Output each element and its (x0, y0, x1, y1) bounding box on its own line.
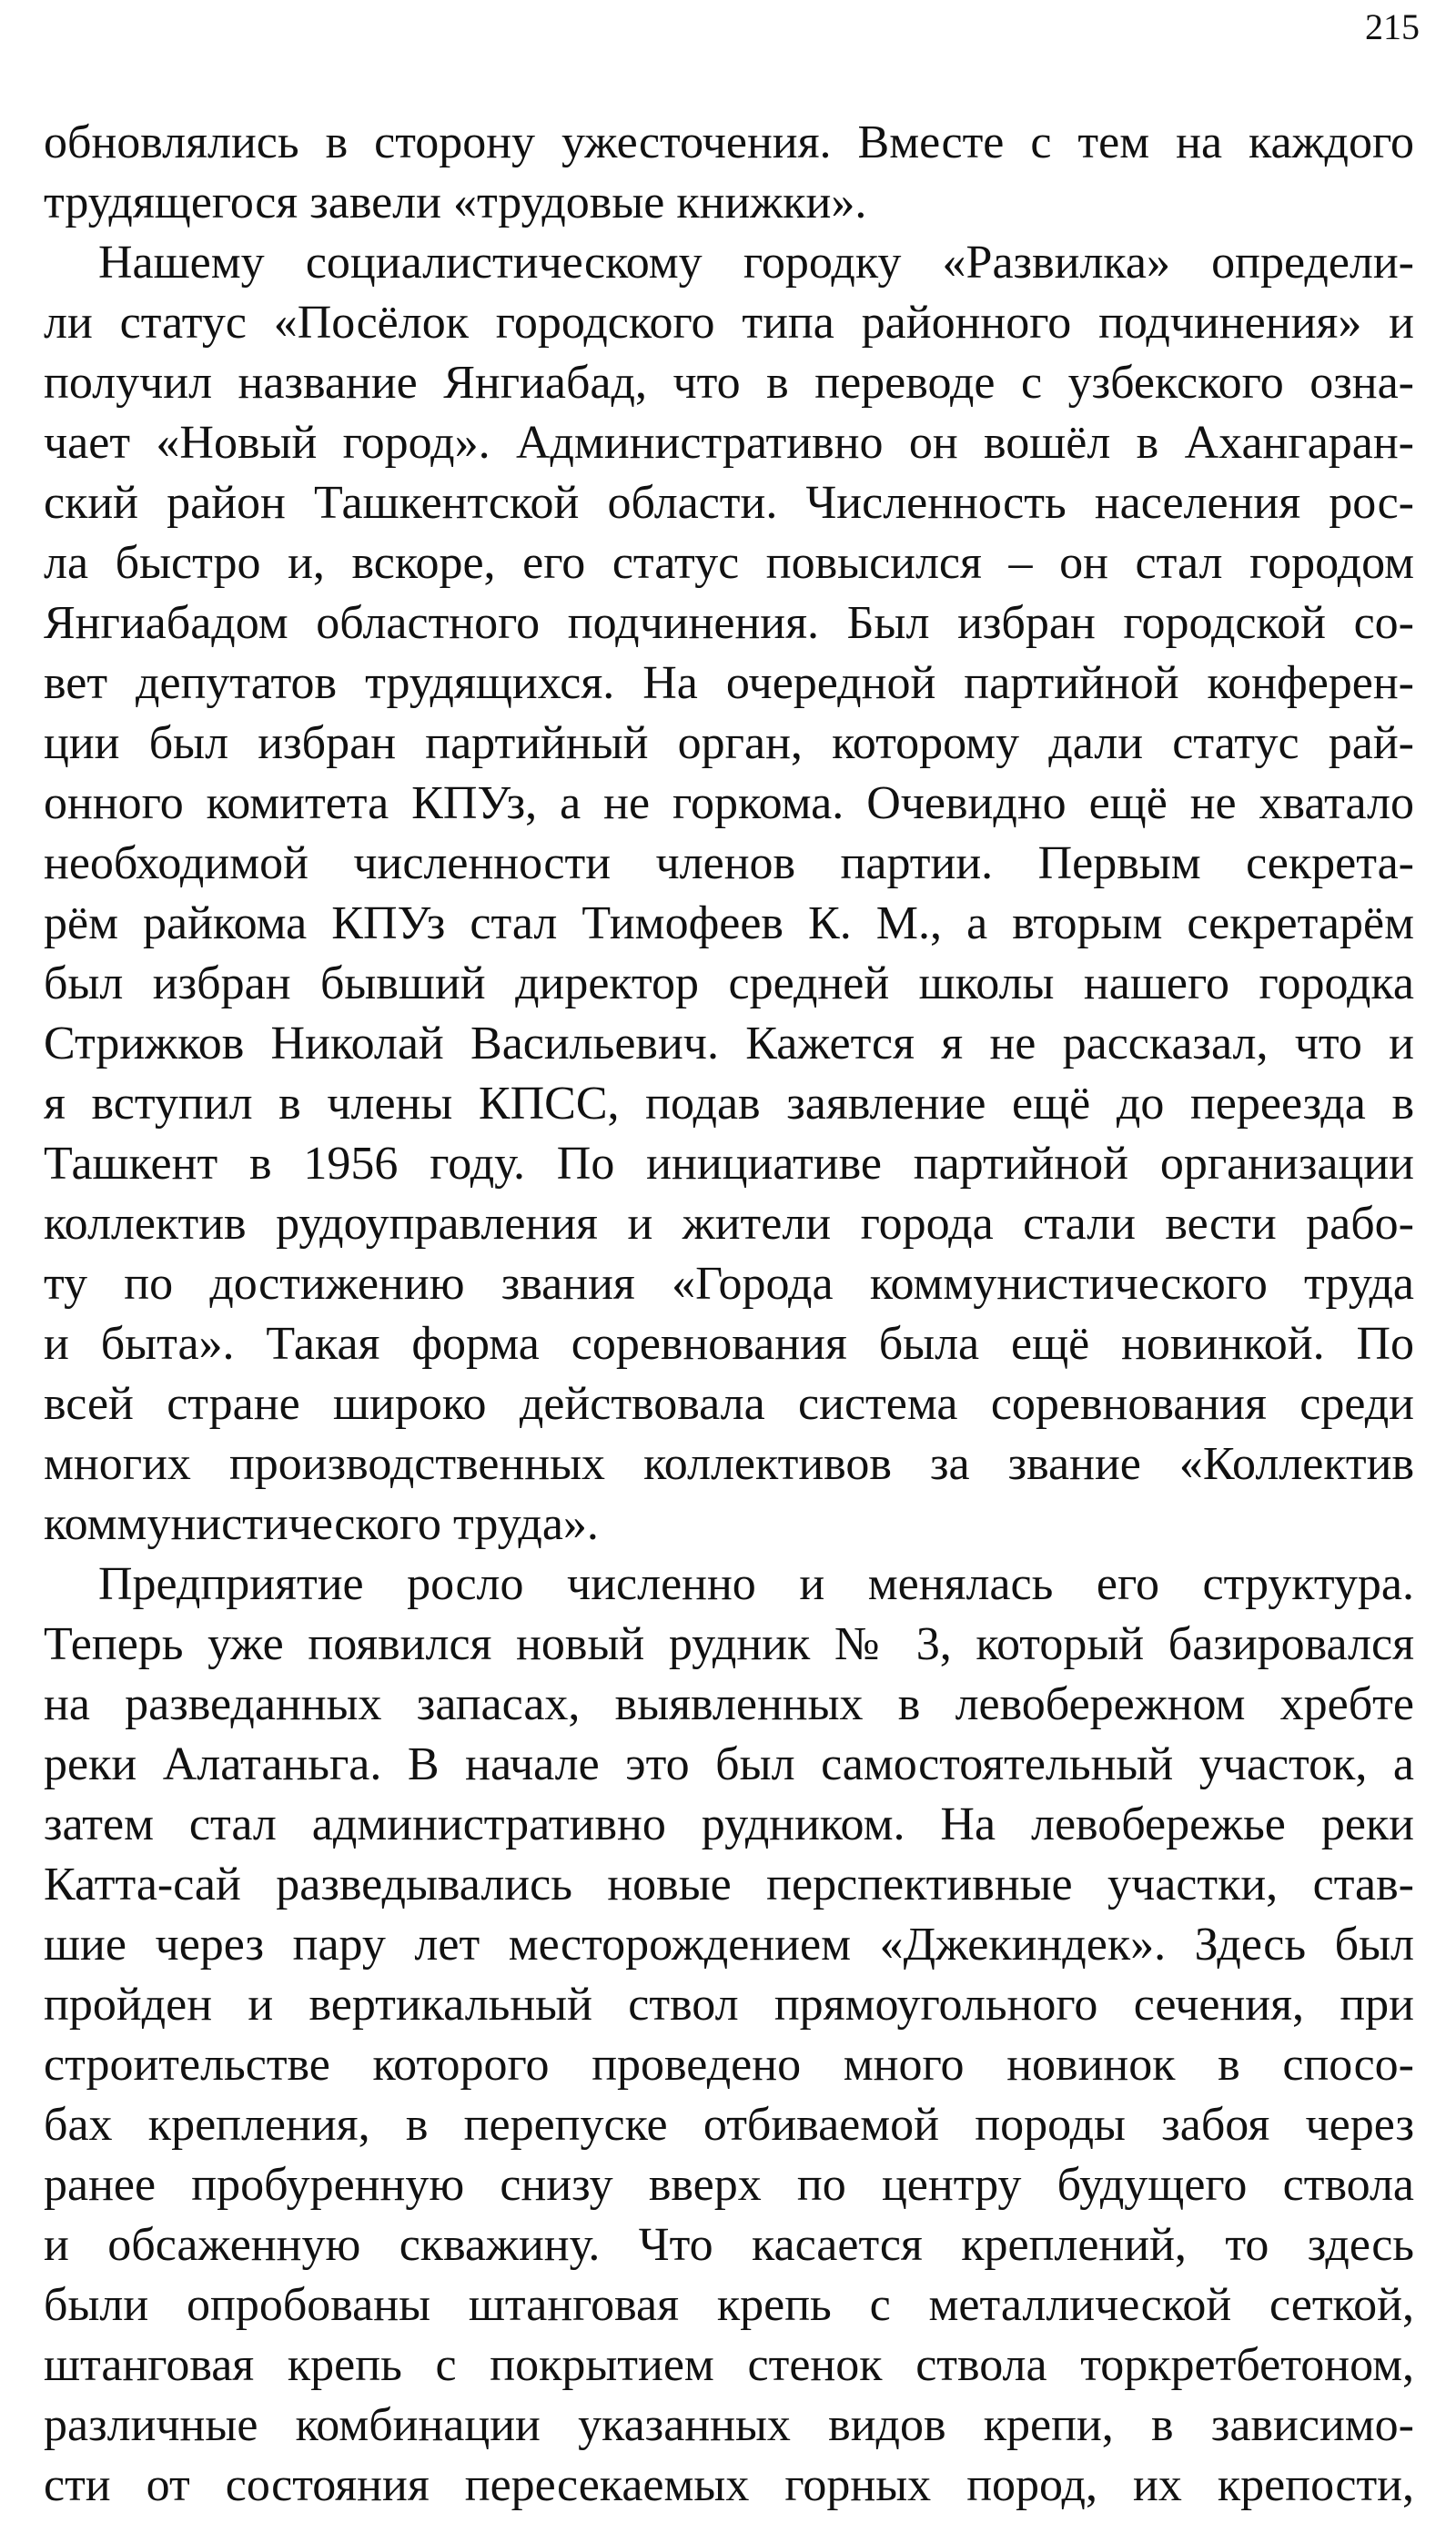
paragraph-1 (44, 113, 1414, 233)
text-line: Ташкент в 1956 году. По инициативе партийной организации (44, 1138, 1414, 1190)
text-line: реки Алатаньга. В начале это был самостоятельный участок, а (44, 1738, 1414, 1790)
text-line: Катта-сай разведывались новые перспективные участки, став- (44, 1859, 1414, 1910)
text-line: шие через пару лет месторождением «Джекиндек». Здесь был (44, 1919, 1414, 1971)
text-line: ский район Ташкентской области. Численность населения рос- (44, 477, 1414, 529)
text-line: обновлялись в сторону ужесточения. Вместе с тем на каждого (44, 117, 1414, 168)
text-line: бах крепления, в перепуске отбиваемой породы забоя через (44, 2099, 1414, 2151)
text-line: коллектив рудоуправления и жители города стали вести рабо- (44, 1198, 1414, 1250)
text-line: на разведанных запасах, выявленных в левобережном хребте (44, 1678, 1414, 1730)
text-line: ции был избран партийный орган, которому дали статус рай- (44, 717, 1414, 769)
paragraph-2 (44, 233, 1414, 1555)
text-line: необходимой численности членов партии. Первым секрета- (44, 837, 1414, 889)
text-line: Теперь уже появился новый рудник № 3, который базировался (44, 1618, 1414, 1670)
text-line: ли статус «Посёлок городского типа районного подчинения» и (44, 297, 1414, 349)
text-line: многих производственных коллективов за звание «Коллектив (44, 1438, 1414, 1490)
text-line: ранее пробуренную снизу вверх по центру будущего ствола (44, 2159, 1414, 2211)
text-line: был избран бывший директор средней школы нашего городка (44, 958, 1414, 1009)
text-line: были опробованы штанговая крепь с металлической сеткой, (44, 2279, 1414, 2331)
text-line: трудящегося завели «трудовые книжки». (44, 177, 867, 228)
text-line: Янгиабадом областного подчинения. Был избран городской со- (44, 597, 1414, 649)
text-line: затем стал административно рудником. На левобережье реки (44, 1799, 1414, 1850)
text-line: Стрижков Николай Васильевич. Кажется я не рассказал, что и (44, 1018, 1414, 1069)
text-line: Предприятие росло численно и менялась его структура. (98, 1558, 1414, 1610)
page-number: 215 (1365, 6, 1420, 47)
text-line: получил название Янгиабад, что в переводе с узбекского озна- (44, 357, 1414, 409)
text-line: пройден и вертикальный ствол прямоугольного сечения, при (44, 1979, 1414, 2031)
text-line: ту по достижению звания «Города коммунистического труда (44, 1258, 1414, 1310)
text-line: я вступил в члены КПСС, подав заявление ещё до переезда в (44, 1078, 1414, 1130)
text-line: различные комбинации указанных видов крепи, в зависимо- (44, 2399, 1414, 2451)
text-line: Нашему социалистическому городку «Развилка» определи- (98, 237, 1414, 289)
paragraph-3 (44, 1555, 1414, 2516)
text-line: онного комитета КПУз, а не горкома. Очевидно ещё не хватало (44, 777, 1414, 829)
text-line: ла быстро и, вскоре, его статус повысился – он стал городом (44, 537, 1414, 589)
body-text (44, 113, 1414, 2516)
text-line: сти от состояния пересекаемых горных пород, их крепости, (44, 2459, 1414, 2511)
text-line: вет депутатов трудящихся. На очередной партийной конферен- (44, 657, 1414, 709)
text-line: и обсаженную скважину. Что касается креплений, то здесь (44, 2219, 1414, 2271)
text-line: штанговая крепь с покрытием стенок ствола торкретбетоном, (44, 2339, 1414, 2391)
text-line: коммунистического труда». (44, 1498, 599, 1550)
text-line: рём райкома КПУз стал Тимофеев К. М., а вторым секретарём (44, 897, 1414, 949)
text-line: и быта». Такая форма соревнования была ещё новинкой. По (44, 1318, 1414, 1370)
text-line: чает «Новый город». Административно он вошёл в Ахангаран- (44, 417, 1414, 469)
text-line: всей стране широко действовала система соревнования среди (44, 1378, 1414, 1430)
text-line: строительстве которого проведено много новинок в спосо- (44, 2039, 1414, 2091)
